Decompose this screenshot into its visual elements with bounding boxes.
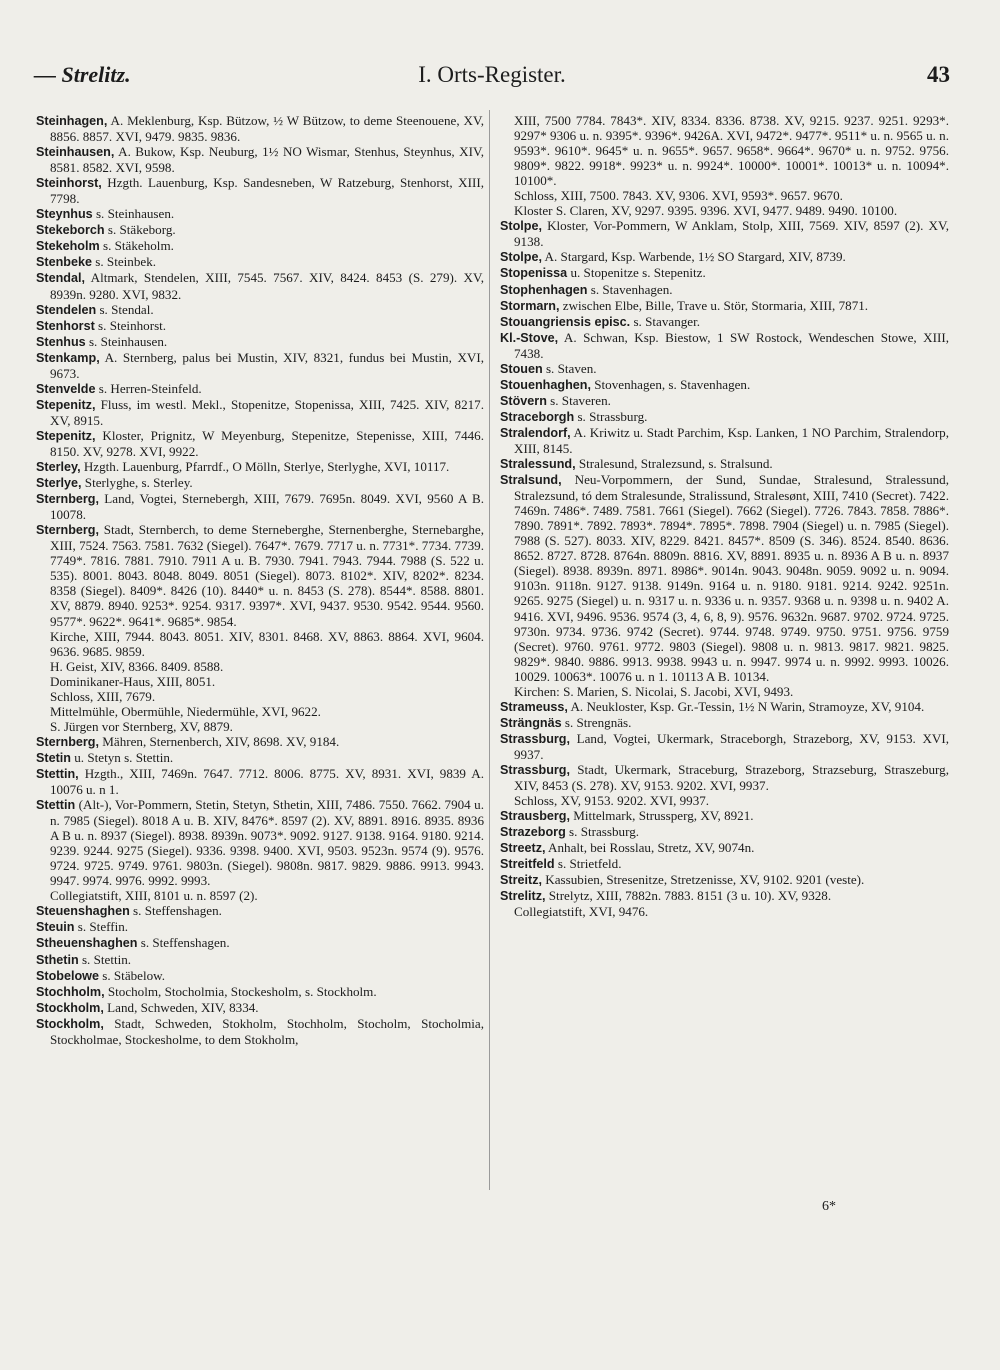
entry-headword: Steynhus: [36, 207, 93, 222]
entry-text: A. Schwan, Ksp. Biestow, 1 SW Rostock, Wendeschen Stowe, XIII, 7438.: [514, 329, 949, 361]
entry-text: s. Strassburg.: [574, 408, 648, 424]
entry-headword: Stopenissa: [500, 266, 568, 281]
entry-headword: Strazeborg: [500, 825, 566, 840]
entry-text: A. Sternberg, palus bei Mustin, XIV, 8321, fundus bei Mustin, XVI, 9673.: [50, 349, 484, 381]
entry-text: H. Geist, XIV, 8366. 8409. 8588.: [50, 658, 224, 674]
entry-headword: Steinhorst,: [36, 176, 102, 191]
register-entry: [36, 1000, 484, 1016]
register-entry: [36, 254, 484, 270]
entry-text: s. Stendal.: [96, 301, 154, 317]
entry-text: Fluss, im westl. Mekl., Stopenitze, Stopenissa, XIII, 7425. XIV, 8217. XV, 8915.: [50, 396, 484, 428]
left-column: [36, 113, 484, 1047]
entry-headword: Stralsund,: [500, 473, 562, 488]
register-entry: [500, 456, 949, 472]
register-entry: [500, 762, 949, 793]
entry-text: Collegiatstift, XIII, 8101 u. n. 8597 (2).: [50, 888, 258, 904]
entry-text: s. Steinbek.: [92, 254, 157, 270]
register-entry: [36, 1016, 484, 1047]
entry-text: s. Strietfeld.: [554, 856, 622, 872]
entry-headword: Stouangriensis episc.: [500, 314, 631, 329]
register-entry: [500, 218, 949, 249]
register-entry: [36, 903, 484, 919]
entry-headword: Stobelowe: [36, 968, 99, 983]
entry-headword: Sthetin: [36, 952, 79, 967]
register-entry: [36, 334, 484, 350]
page-header: [34, 62, 950, 92]
entry-text: s. Steinhausen.: [85, 333, 168, 349]
entry-headword: Sterley,: [36, 460, 81, 475]
entry-text: Anhalt, bei Rosslau, Stretz, XV, 9074n.: [545, 840, 755, 856]
entry-headword: Steinhagen,: [36, 114, 108, 128]
entry-text: s. Steinhorst.: [94, 317, 167, 333]
entry-text: Hzgth. Lauenburg, Ksp. Sandesneben, W Ratzeburg, Stenhorst, XIII, 7798.: [50, 175, 484, 207]
entry-text: Kloster S. Claren, XV, 9297. 9395. 9396. XVI, 9477. 9489. 9490. 10100.: [514, 203, 898, 219]
register-entry: [500, 113, 949, 188]
entry-headword: Stekeborch: [36, 223, 105, 238]
entry-headword: Sternberg,: [36, 523, 99, 538]
page-number: 43: [927, 62, 950, 87]
entry-text: Kloster, Vor-Pommern, W Anklam, Stolp, XIII, 7569. XIV, 8597 (2). XV, 9138.: [514, 218, 949, 250]
entry-text: Mähren, Sternenberch, XIV, 8698. XV, 9184.: [98, 733, 340, 749]
register-entry: [36, 428, 484, 459]
register-entry: [36, 888, 484, 903]
entry-text: u. Stopenitze s. Stepenitz.: [567, 265, 706, 281]
entry-text: s. Steinhausen.: [92, 206, 175, 222]
register-entry: [500, 699, 949, 715]
entry-headword: Stockholm,: [36, 1000, 104, 1015]
entry-text: s. Stäbelow.: [98, 967, 166, 983]
register-entry: [500, 856, 949, 872]
signature-mark: 6*: [822, 1199, 836, 1214]
register-entry: [36, 659, 484, 674]
register-entry: [500, 840, 949, 856]
entry-text: Stralesund, Stralezsund, s. Stralsund.: [575, 456, 773, 472]
register-entry: [36, 318, 484, 334]
entry-text: Mittelmark, Strussperg, XV, 8921.: [570, 808, 754, 824]
entry-text: Kloster, Prignitz, W Meyenburg, Stepenitze, Stepenisse, XIII, 7446. 8150. XV, 9278. XVI, 9922.: [50, 427, 484, 459]
entry-headword: Strausberg,: [500, 809, 570, 824]
entry-headword: Strassburg,: [500, 762, 570, 777]
register-entry: [500, 330, 949, 361]
entry-headword: Stendelen: [36, 302, 97, 317]
register-entry: [36, 144, 484, 175]
register-entry: [36, 952, 484, 968]
entry-headword: Stockholm,: [36, 1016, 104, 1031]
register-entry: [36, 704, 484, 719]
entry-text: Sterlyghe, s. Sterley.: [81, 475, 193, 491]
entry-text: Kassubien, Stresenitze, Stretzenisse, XV, 9102. 9201 (veste).: [542, 872, 865, 888]
entry-headword: Strassburg,: [500, 731, 570, 746]
entry-text: A. Stargard, Ksp. Warbende, 1½ SO Stargard, XIV, 8739.: [541, 249, 846, 265]
entry-headword: Stenvelde: [36, 381, 96, 396]
entry-headword: Stenhus: [36, 334, 86, 349]
entry-headword: Stepenitz,: [36, 397, 96, 412]
entry-headword: Stövern: [500, 393, 547, 408]
running-head-left: — Strelitz.: [34, 62, 131, 87]
register-entry: [500, 409, 949, 425]
entry-text: s. Strassburg.: [565, 824, 640, 840]
entry-text: Stadt, Schweden, Stokholm, Stochholm, Stocholm, Stocholmia, Stockholmae, Stockesholme, to dem Stokholm,: [50, 1015, 484, 1047]
entry-text: s. Steffin.: [74, 919, 129, 935]
register-entry: [500, 188, 949, 203]
register-entry: [36, 206, 484, 222]
column-divider: [489, 110, 490, 1190]
register-entry: [36, 175, 484, 206]
register-entry: [36, 522, 484, 628]
entry-text: Kirche, XIII, 7944. 8043. 8051. XIV, 8301. 8468. XV, 8863. 8864. XVI, 9604. 9636. 9685. 9859.: [50, 628, 484, 659]
register-entry: [36, 734, 484, 750]
register-entry: [36, 689, 484, 704]
register-entry: [36, 766, 484, 797]
entry-headword: Streetz,: [500, 841, 546, 856]
entry-text: A. Meklenburg, Ksp. Bützow, ½ W Bützow, to deme Steenouene, XV, 8856. 8857. XVI, 9479. 9835. 9836.: [50, 113, 484, 145]
entry-headword: Stophenhagen: [500, 282, 588, 297]
entry-headword: Stenbeke: [36, 255, 92, 270]
register-entry: [36, 475, 484, 491]
register-entry: [500, 824, 949, 840]
entry-text: Schloss, XV, 9153. 9202. XVI, 9937.: [514, 793, 710, 809]
right-column: [500, 113, 949, 919]
register-entry: [36, 719, 484, 734]
entry-text: s. Herren-Steinfeld.: [95, 380, 202, 396]
register-entry: [500, 872, 949, 888]
register-entry: [36, 381, 484, 397]
register-entry: [36, 491, 484, 522]
entry-text: XIII, 7500 7784. 7843*. XIV, 8334. 8336. 8738. XV, 9215. 9237. 9251. 9293*. 9297* 9306 u. n. 9395*. 9396*. 9426A. XVI, 9472*. 9477*. 9511* u. n. 9565 u. n. 9593*. 9610*. 9645* u. n. 9655*. 9657. 9658*. 9664*. 9670* u. n. 9752. 9756. 9809*. 9822. 9918*. 9923* u. n. 9924*. 10000*. 10001*. 10013* u. n. 10094*. 10100*.: [514, 113, 949, 189]
register-entry: [36, 459, 484, 475]
entry-text: s. Stavenhagen.: [587, 281, 673, 297]
register-entry: [500, 888, 949, 904]
entry-text: Stadt, Sternberch, to deme Sterneberghe, Sternenberghe, Sternebarghe, XIII, 7524. 7563. 7581. 7632 (Siegel). 7647*. 7679. 7717 u. n. 7731*. 7734. 7739. 7749*. 7816. 7881. 7910. 7911 A u. B. 7930. 7941. 7943. 7944. 7988 (S. 522 u. 535). 8001. 8043. 8048. 8049. 8051 (Siegel). 8073. 8102*. XIV, 8202*. 8234. 8358 (Siegel). 8409*. 8426 (10). 8440* u. n. 8453 (S. 278). 8544*. 8588. 8801. XV, 8879. 8940. 9253*. 9254. 9317. 9397*. XVI, 9437. 9530. 9542. 9544. 9560. 9577*. 9622*. 9641*. 9685*. 9854.: [50, 522, 484, 629]
entry-text: Hzgth. Lauenburg, Pfarrdf., O Mölln, Sterlye, Sterlyghe, XVI, 10117.: [80, 459, 450, 475]
entry-text: Land, Vogtei, Sternebergh, XIII, 7679. 7695n. 8049. XVI, 9560 A B. 10078.: [50, 491, 484, 523]
register-entry: [500, 249, 949, 265]
entry-headword: Stralessund,: [500, 457, 576, 472]
entry-text: s. Staven.: [542, 360, 597, 376]
register-entry: [500, 715, 949, 731]
entry-text: (Alt-), Vor-Pommern, Stetin, Stetyn, Sthetin, XIII, 7486. 7550. 7662. 7904 u. n. 7985 (Siegel). 8018 A u. B. XIV, 8476*. 8597 (2). XV, 8891. 8916. 8935. 8936 A B u. n. 8937 (Siegel). 8938. 8939n. 9073*. 9092. 9127. 9138. 9164. 9180. 9214. 9239. 9244. 9275 (Siegel). 9336. 9398. 9400. XVI, 9503. 9523n. 9574 (9). 9576. 9724. 9725. 9749. 9761. 9803n. (Siegel). 9808n. 9817. 9829. 9886. 9913. 9943. 9947. 9974. 9976. 9992. 9993.: [50, 797, 484, 889]
entry-headword: Sternberg,: [36, 734, 99, 749]
entry-text: Schloss, XIII, 7500. 7843. XV, 9306. XVI, 9593*. 9657. 9670.: [514, 188, 843, 204]
entry-headword: Strameuss,: [500, 699, 568, 714]
register-entry: [500, 425, 949, 456]
register-entry: [500, 904, 949, 919]
entry-headword: Steinhausen,: [36, 145, 115, 160]
entry-text: s. Stäkeholm.: [99, 238, 174, 254]
running-head-title: I. Orts-Register.: [418, 62, 566, 87]
entry-headword: Stolpe,: [500, 219, 542, 234]
entry-headword: Streitfeld: [500, 857, 555, 872]
entry-headword: Stettin,: [36, 766, 79, 781]
register-entry: [36, 113, 484, 144]
entry-text: Mittelmühle, Obermühle, Niedermühle, XVI, 9622.: [50, 703, 321, 719]
register-entry: [500, 731, 949, 762]
register-entry: [36, 302, 484, 318]
register-entry: [36, 750, 484, 766]
entry-headword: Stenkamp,: [36, 350, 100, 365]
register-entry: [36, 797, 484, 888]
entry-headword: Strelitz,: [500, 889, 546, 904]
entry-headword: Stettin: [36, 798, 76, 813]
register-entry: [36, 350, 484, 381]
register-entry: [500, 265, 949, 281]
entry-headword: Stormarn,: [500, 298, 560, 313]
entry-text: S. Jürgen vor Sternberg, XV, 8879.: [50, 718, 233, 734]
entry-headword: Stolpe,: [500, 250, 542, 265]
register-entry: [500, 377, 949, 393]
entry-headword: Stepenitz,: [36, 428, 96, 443]
entry-headword: Stouenhaghen,: [500, 377, 591, 392]
entry-headword: Stenhorst: [36, 318, 95, 333]
entry-text: s. Strengnäs.: [561, 714, 632, 730]
register-entry: [36, 984, 484, 1000]
entry-text: Neu-Vorpommern, der Sund, Sundae, Stralesund, Stralessund, Stralezsund, tó dem Stralesunde, Stralissund, Stralesønt, XIII, 7410 (Secret). 7422. 7469n. 7486*. 7489. 7581. 7661 (Siegel). 7662 (Siegel). 7726. 7843. 7858. 7886*. 7890. 7891*. 7892. 7893*. 7894*. 7895*. 7898. 7904 (Siegel) u. n. 7985 (Siegel). 7988 (S. 527). 8033. XIV, 8229. 8421. 8457*. 8509 (S. 346). 8524. 8540. 8636. 8652. 8727. 8728. 8764n. 8809n. 8816. XV, 8891. 8935 u. n. 8936 A B u. n. 8937 (Siegel). 8938. 8939n. 8971. 8986*. 9014n. 9043. 9048n. 9059. 9092 u. n. 9094. 9103n. 9118n. 9127. 9138. 9149n. 9164 u. n. 9180. 9181. 9214. 9242. 9251n. 9265. 9275 (Siegel) u. n. 9317 u. n. 9336 u. n. 9357. 9368 u. n. 9398 u. n. 9402 A. 9416. XVI, 9496. 9536. 9574 (3, 4, 6, 8, 9). 9576. 9632n. 9687. 9702. 9724. 9725. 9730n. 9734. 9736. 9742 (Secret). 9744. 9748. 9749. 9750. 9751. 9756. 9759 (Secret). 9760. 9761. 9772. 9803 (Siegel). 9808 u. n. 9813. 9817. 9821. 9825. 9829*. 9840. 9886. 9913. 9938. 9943 u. n. 9947. 9974 u. n. 9992. 9993. 10026. 10029. 10063*. 10076 u. n 1. 10113 A B. 10134.: [514, 472, 949, 684]
register-entry: [500, 314, 949, 330]
entry-headword: Steuenshaghen: [36, 904, 130, 919]
register-entry: [36, 222, 484, 238]
entry-text: u. Stetyn s. Stettin.: [70, 749, 174, 765]
register-entry: [36, 935, 484, 951]
entry-headword: Stochholm,: [36, 984, 105, 999]
register-entry: [36, 674, 484, 689]
register-entry: [500, 684, 949, 699]
entry-text: A. Bukow, Ksp. Neuburg, 1½ NO Wismar, Stenhus, Steynhus, XIV, 8581. 8582. XVI, 9598.: [50, 144, 484, 176]
register-entry: [36, 238, 484, 254]
register-entry: [500, 203, 949, 218]
entry-text: zwischen Elbe, Bille, Trave u. Stör, Stormaria, XIII, 7871.: [559, 297, 869, 313]
entry-text: Collegiatstift, XVI, 9476.: [514, 904, 649, 920]
register-entry: [500, 282, 949, 298]
entry-text: A. Kriwitz u. Stadt Parchim, Ksp. Lanken, 1 NO Parchim, Stralendorp, XIII, 8145.: [514, 424, 949, 456]
entry-text: Kirchen: S. Marien, S. Nicolai, S. Jacobi, XVI, 9493.: [514, 683, 794, 699]
entry-headword: Sternberg,: [36, 492, 99, 507]
entry-text: Schloss, XIII, 7679.: [50, 688, 156, 704]
entry-text: Land, Schweden, XIV, 8334.: [103, 999, 259, 1015]
register-entry: [500, 808, 949, 824]
register-entry: [36, 397, 484, 428]
entry-text: s. Stavanger.: [630, 313, 701, 329]
entry-text: Hzgth., XIII, 7469n. 7647. 7712. 8006. 8775. XV, 8931. XVI, 9839 A. 10076 u. n 1.: [50, 765, 484, 798]
register-entry: [36, 270, 484, 301]
entry-text: s. Steffenshagen.: [129, 903, 222, 919]
register-entry: [36, 629, 484, 659]
entry-headword: Steuin: [36, 920, 75, 935]
register-entry: [500, 393, 949, 409]
entry-headword: Sterlye,: [36, 476, 82, 491]
register-entry: [500, 472, 949, 684]
entry-text: Dominikaner-Haus, XIII, 8051.: [50, 673, 216, 689]
entry-text: Stadt, Ukermark, Straceburg, Strazeborg, Strazseburg, Straszeburg, XIV, 8453 (S. 278). XV, 9153. 9202. XVI, 9937.: [514, 761, 949, 794]
entry-headword: Stheuenshaghen: [36, 936, 138, 951]
entry-text: s. Steffenshagen.: [137, 935, 230, 951]
entry-text: A. Neukloster, Ksp. Gr.-Tessin, 1½ N Warin, Stramoyze, XV, 9104.: [567, 698, 925, 714]
register-entry: [36, 968, 484, 984]
entry-headword: Stouen: [500, 361, 543, 376]
entry-text: Land, Vogtei, Ukermark, Straceborgh, Strazeborg, XV, 9153. XVI, 9937.: [514, 730, 949, 762]
entry-headword: Straceborgh: [500, 409, 575, 424]
entry-text: Strelytz, XIII, 7882n. 7883. 8151 (3 u. 10). XV, 9328.: [545, 888, 832, 904]
register-entry: [36, 919, 484, 935]
entry-headword: Stetin: [36, 750, 71, 765]
entry-headword: Streitz,: [500, 873, 542, 888]
entry-text: Stocholm, Stocholmia, Stockesholm, s. Stockholm.: [104, 983, 377, 999]
entry-text: s. Stettin.: [78, 951, 132, 967]
register-entry: [500, 298, 949, 314]
entry-text: s. Stäkeborg.: [104, 222, 176, 238]
register-entry: [500, 793, 949, 808]
entry-headword: Kl.-Stove,: [500, 330, 559, 345]
register-entry: [500, 361, 949, 377]
entry-headword: Stendal,: [36, 271, 85, 286]
entry-headword: Stralendorf,: [500, 425, 571, 440]
entry-text: Altmark, Stendelen, XIII, 7545. 7567. XIV, 8424. 8453 (S. 279). XV, 8939n. 9280. XVI, 9832.: [50, 270, 484, 302]
entry-text: Stovenhagen, s. Stavenhagen.: [590, 376, 751, 392]
entry-headword: Strängnäs: [500, 715, 562, 730]
entry-text: s. Staveren.: [546, 392, 611, 408]
entry-headword: Stekeholm: [36, 239, 100, 254]
